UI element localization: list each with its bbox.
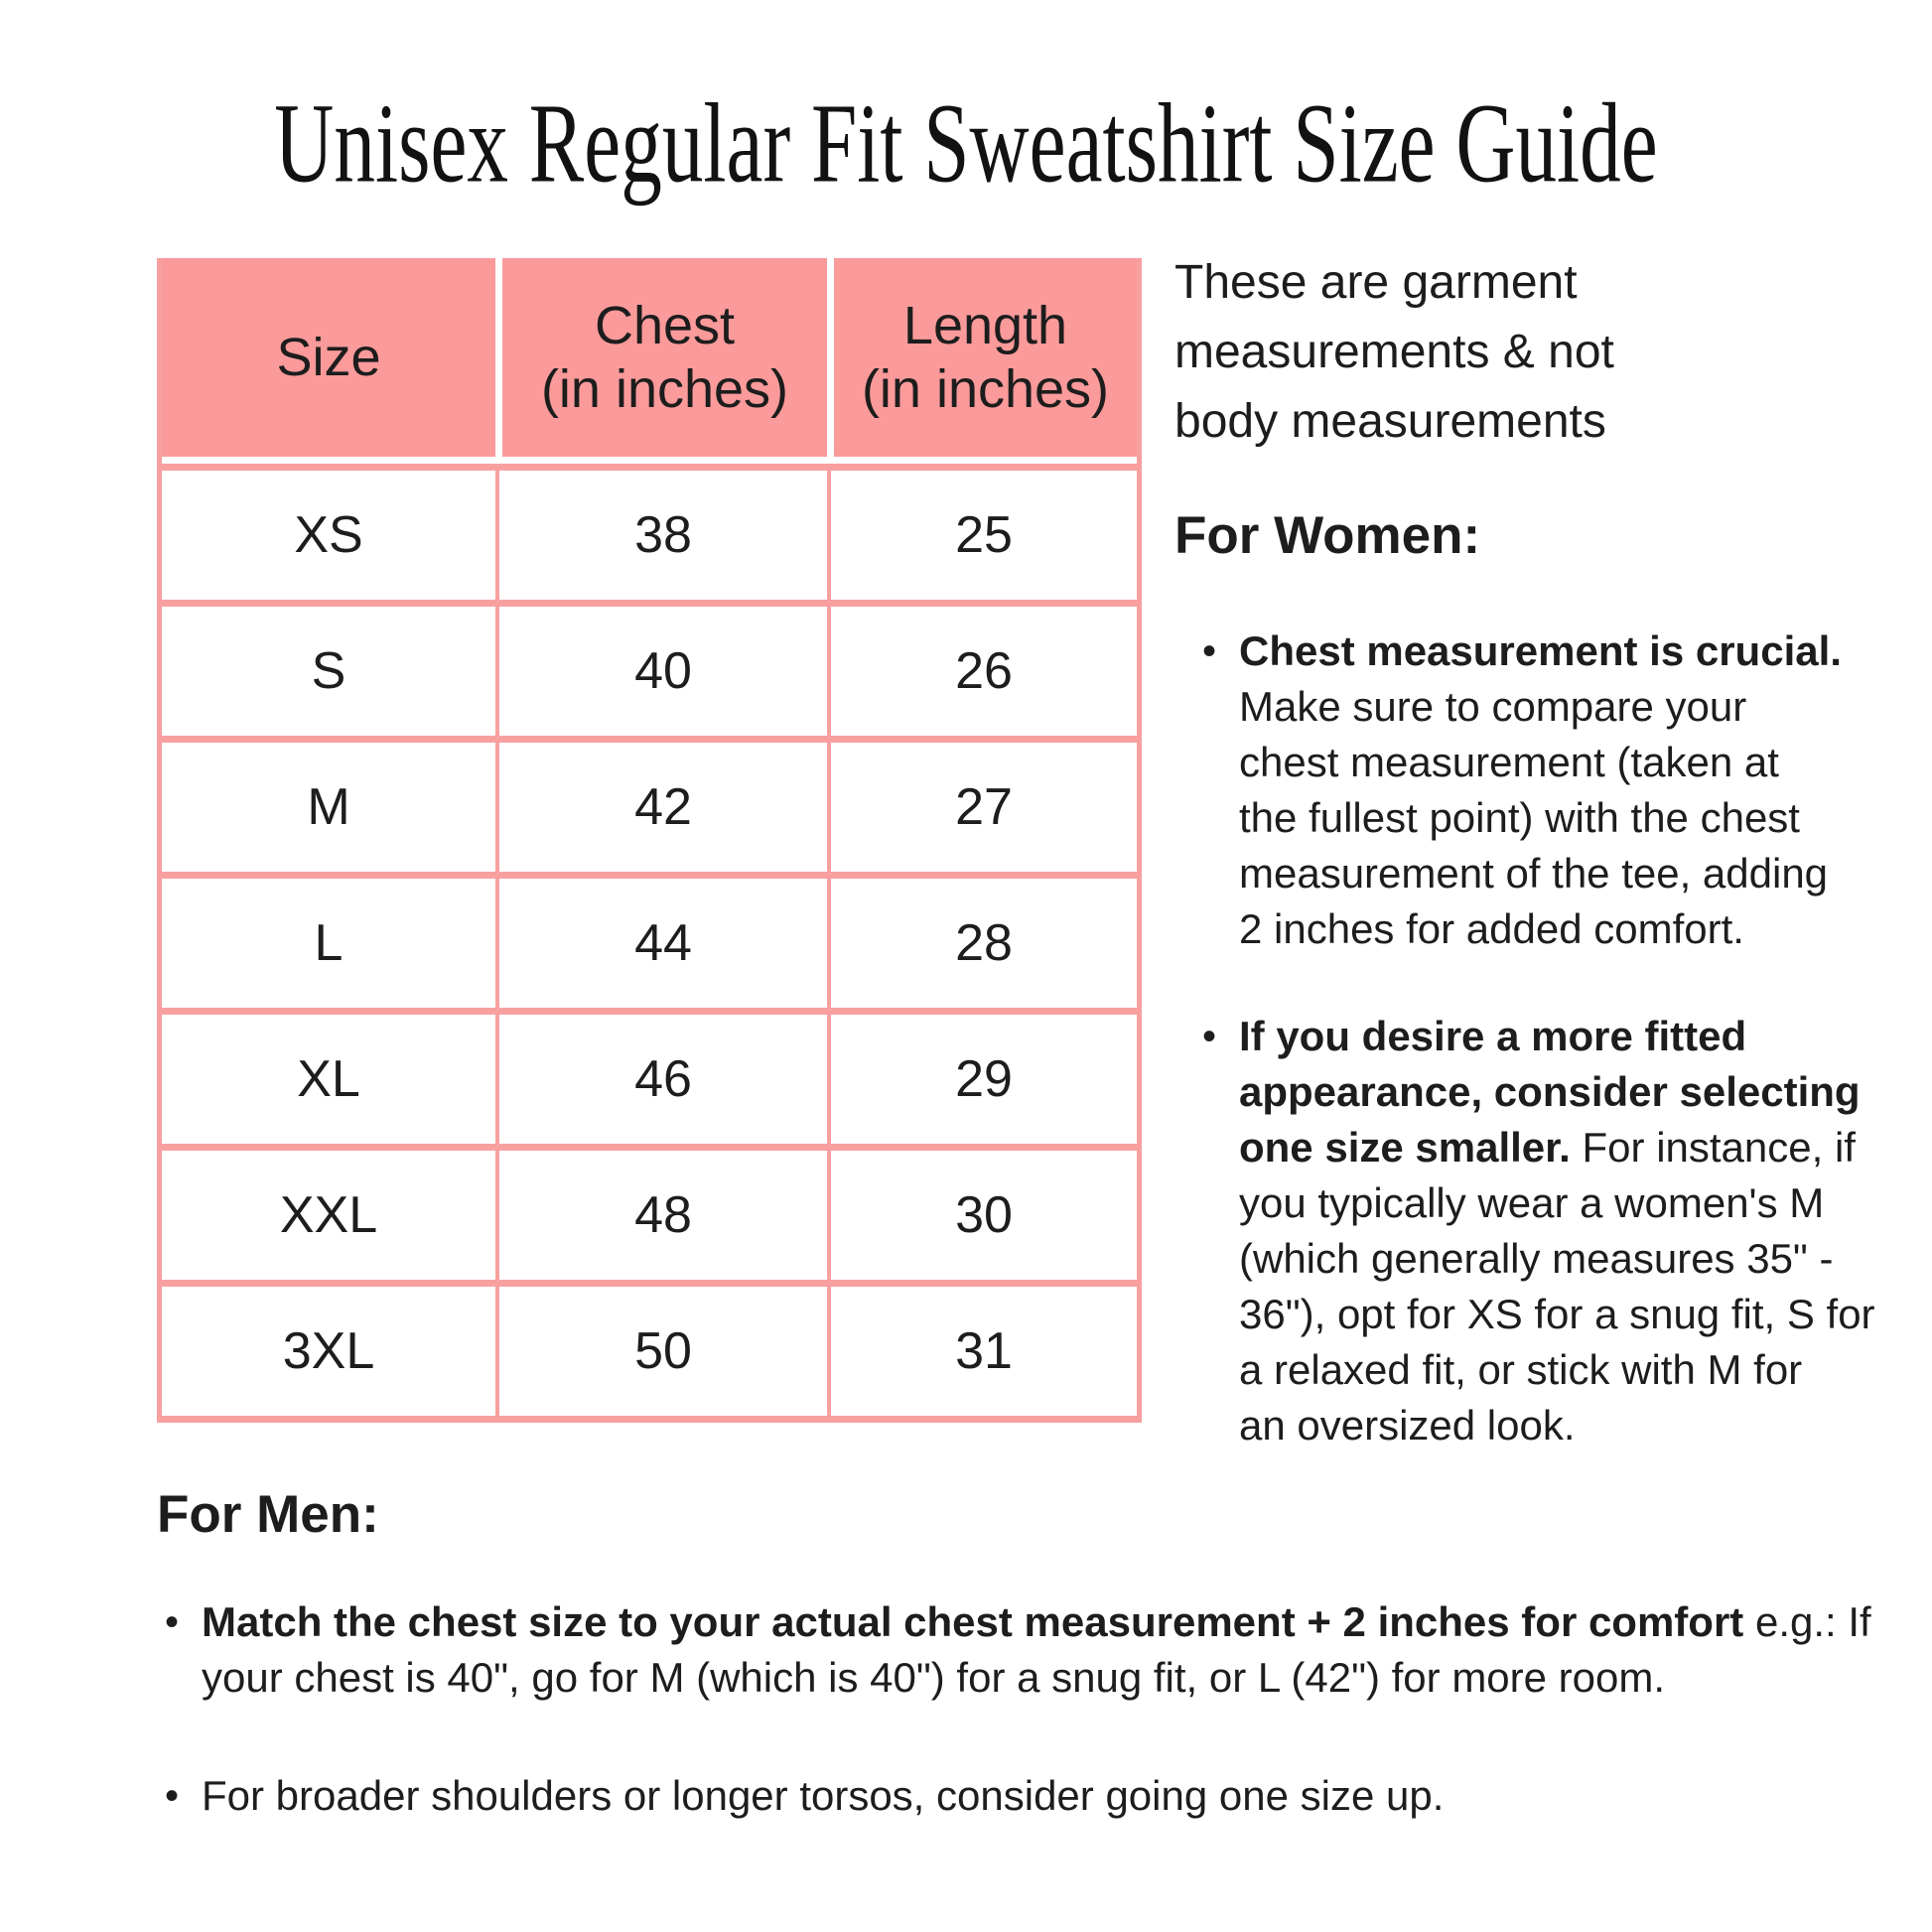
table-cell-length: 28	[827, 872, 1137, 1008]
bullet-text: Match the chest size to your actual chest measurement + 2 inches for comfort e.g.: If your chest is 40", go for M (which is 40") for a snug fit, or L (42") for more room.	[202, 1598, 1871, 1701]
table-header-length	[827, 258, 1137, 464]
table-cell-length: 31	[827, 1280, 1137, 1416]
table-cell-size: XS	[162, 464, 495, 600]
table-cell-size: XXL	[162, 1144, 495, 1280]
bullet-item	[165, 1594, 1871, 1706]
size-table	[157, 258, 1142, 1423]
table-cell-length: 26	[827, 600, 1137, 736]
page-title: Unisex Regular Fit Sweatshirt Size Guide	[274, 80, 1658, 207]
table-header-label: Size	[276, 328, 381, 387]
bullet-text: For broader shoulders or longer torsos, consider going one size up.	[202, 1772, 1445, 1819]
table-header-label: Chest	[594, 296, 736, 355]
table-cell-chest: 48	[495, 1144, 827, 1280]
table-cell-chest: 46	[495, 1008, 827, 1144]
bullet-item	[1202, 623, 1875, 957]
for-men-heading: For Men:	[157, 1485, 379, 1544]
table-header-unit: (in inches)	[861, 359, 1110, 419]
table-cell-length: 29	[827, 1008, 1137, 1144]
table-cell-chest: 44	[495, 872, 827, 1008]
table-cell-length: 30	[827, 1144, 1137, 1280]
table-cell-size: L	[162, 872, 495, 1008]
table-header-unit: (in inches)	[540, 359, 789, 419]
women-bullet-list	[1202, 623, 1875, 1453]
bullet-dot-icon: •	[1202, 1015, 1217, 1058]
bullet-text: Chest measurement is crucial. Make sure to compare your chest measurement (taken at the fullest point) with the chest measurement of the tee, adding 2 inches for added comfort.	[1239, 627, 1842, 952]
garment-note	[1174, 248, 1614, 457]
bullet-text: If you desire a more fitted appearance, consider selecting one size smaller. For instance, if you typically wear a women's M (which generally measures 35" - 36"), opt for XS for a snug fit, S for a relaxed fit, or stick with M for an oversized look.	[1239, 1013, 1875, 1449]
table-header-chest	[495, 258, 827, 464]
table-cell-size: M	[162, 736, 495, 872]
table-cell-size: 3XL	[162, 1280, 495, 1416]
bullet-dot-icon: •	[165, 1600, 180, 1644]
bullet-item	[165, 1768, 1871, 1824]
table-cell-chest: 40	[495, 600, 827, 736]
men-bullet-list	[165, 1594, 1871, 1824]
table-cell-length: 25	[827, 464, 1137, 600]
table-header-label: Length	[902, 296, 1068, 355]
text-line: body measurements	[1174, 395, 1606, 448]
bullet-dot-icon: •	[165, 1774, 180, 1818]
bullet-item	[1202, 1009, 1875, 1453]
table-header-size	[162, 258, 495, 464]
table-cell-chest: 42	[495, 736, 827, 872]
table-cell-chest: 38	[495, 464, 827, 600]
table-cell-length: 27	[827, 736, 1137, 872]
text-line: measurements & not	[1174, 326, 1614, 378]
for-women-heading: For Women:	[1174, 506, 1481, 565]
table-cell-size: S	[162, 600, 495, 736]
bullet-dot-icon: •	[1202, 629, 1217, 673]
table-cell-size: XL	[162, 1008, 495, 1144]
table-cell-chest: 50	[495, 1280, 827, 1416]
text-line: These are garment	[1174, 256, 1578, 309]
